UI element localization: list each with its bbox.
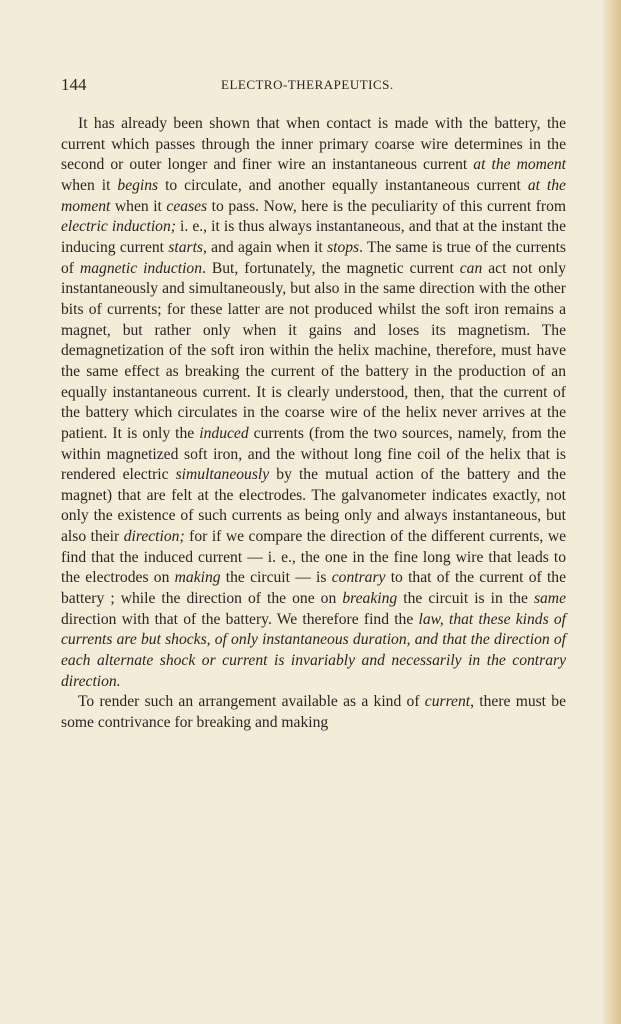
text-run: to pass. Now, here is the peculiarity of this current from [207, 197, 567, 215]
running-title: ELECTRO-THERAPEUTICS. [221, 77, 394, 92]
text-run: when it [110, 197, 167, 215]
text-run: currents (from the two sources, namely, from the within magnetized soft iron, and the without long fine coil of the helix that is rendered electric [61, 424, 566, 484]
paragraph [61, 114, 566, 692]
italic-text: induced [199, 424, 249, 442]
text-run: direction with that of the battery. We therefore find the [61, 610, 419, 628]
text-run: , there must be some contrivance for breaking and making [61, 693, 566, 732]
italic-text: can [459, 259, 483, 277]
page-header [61, 75, 568, 95]
italic-text: at the moment [473, 156, 566, 174]
text-run: by the mutual action of the battery and the magnet) that are felt at the electrodes. The galvanometer indicates exactly, not only the existence of such currents as being only and always instantaneous, but also their [61, 466, 566, 546]
body-text [61, 114, 566, 734]
text-run: It has already been shown that when contact is made with the battery, the current which passes through the inner primary coarse wire determines in the second or outer longer and finer wire an instantaneous current [61, 115, 566, 174]
text-run: act not only instantaneously and simultaneously, but also in the same direction with the other bits of currents; for these latter are not produced whilst the soft iron remains a magnet, but rather only when it gains and loses its magnetism. The demagnetization of the soft iron within the helix machine, therefore, must have the same effect as breaking the current of the battery in the production of an equally instantaneous current. It is clearly understood, then, that the current of the battery which circulates in the coarse wire of the helix never arrives at the patient. It is only the [61, 259, 566, 442]
italic-text: current [424, 693, 471, 711]
text-run: . But, fortunately, the magnetic current [202, 259, 460, 277]
text-run: the circuit is in the [397, 590, 534, 608]
text-run: i. e., it is thus always instantaneous, and that at the instant the inducing current [61, 218, 566, 256]
italic-text: at the moment [61, 176, 566, 215]
text-run: to circulate, and another equally instantaneous current [158, 176, 528, 194]
italic-text: direction; [123, 528, 185, 546]
text-run: the circuit — is [220, 569, 332, 587]
text-run: . The same is true of the currents of [61, 238, 566, 277]
italic-text: same [533, 590, 566, 608]
text-run: for if we compare the direction of the different currents, we find that the induced current — i. e., the one in the fine long wire that leads to the electrodes on [61, 528, 566, 587]
italic-text: electric induction; [61, 218, 176, 236]
italic-text: ceases [166, 197, 208, 215]
italic-text: breaking [342, 590, 398, 608]
italic-text: stops [327, 238, 360, 256]
italic-text: law, that these kinds of currents are but shocks, of only instantaneous duration, and that the direction of each alternate shock or current is invariably and necessarily in the contrary direction. [61, 610, 566, 690]
text-run: , and again when it [202, 238, 328, 256]
italic-text: making [174, 569, 221, 587]
italic-text: magnetic induction [79, 259, 202, 277]
text-run: To render such an arrangement available as a kind of [78, 693, 425, 711]
italic-text: starts [168, 238, 203, 256]
italic-text: simultaneously [175, 466, 270, 484]
page-edge [603, 0, 621, 1024]
italic-text: contrary [331, 569, 386, 587]
text-run: to that of the current of the battery ; while the direction of the one on [61, 569, 567, 608]
page-number: 144 [61, 75, 87, 94]
text-run: when it [61, 176, 118, 194]
italic-text: begins [117, 176, 159, 194]
paragraph [61, 692, 566, 733]
